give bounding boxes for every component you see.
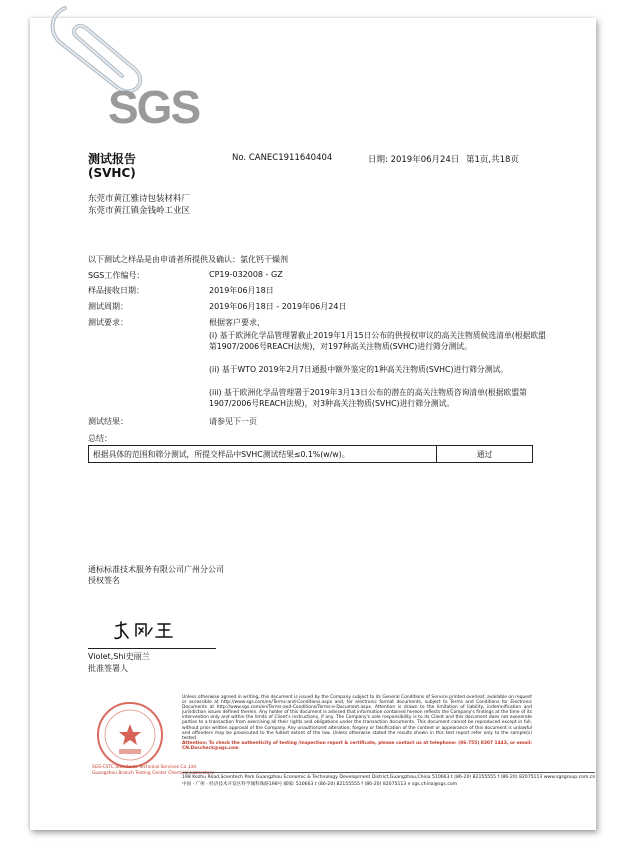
seal-caption: SGS-CSTC Standards Technical Services Co.,Ltd. Guangzhou Branch Testing Center Chemical Laboratory xyxy=(92,765,214,776)
sample-intro: 以下测试之样品是由申请者所提供及确认：氯化钙干燥剂 xyxy=(88,255,288,264)
field-label: 测试周期： xyxy=(88,302,128,311)
summary-label: 总结： xyxy=(88,434,112,443)
requirement-item: (iii) 基于欧洲化学品管理署于2019年3月13日公布的潜在的高关注物质咨询清单(根据欧盟第1907/2006号REACH法规)，对3种高关注物质(SVHC)进行筛分测试。 xyxy=(209,388,527,408)
field-label: 样品接收日期： xyxy=(88,286,144,295)
sgs-logo: SGS xyxy=(108,81,200,133)
page-number: 第1页,共18页 xyxy=(466,155,519,165)
authenticity-notice: Attention: To check the authenticity of testing /inspection report & certificate, please contact us at telephone: (86-755) 8307 1443, or email: CN.Doccheck@sgs.com xyxy=(182,740,532,751)
field-value: 2019年06月18日 xyxy=(209,286,274,295)
terms-fine-print: Unless otherwise agreed in writing, this document is issued by the Company subject to its General Conditions of Service printed overleaf, available on request or accessible at http://www.sgs.com/en/Terms-and-Conditions.aspx and, for electronic format documents, subject to Terms and Conditions for Electronic Documents at http://www.sgs.com/en/Terms-and-Conditions/Terms-e-Document.aspx. Attention is drawn to the limitation of liability, indemnification and jurisdiction issues defined therein. Any holder of this document is advised that information contained hereon reflects the Company's findings at the time of its intervention only and within the limits of Client's instructions, if any. The Company's sole responsibility is to its Client and this document does not exonerate parties to a transaction from exercising all their rights and obligations under the transaction documents. This document cannot be reproduced except in full, without prior written approval of the Company. Any unauthorized alteration, forgery or falsification of the content or appearance of this document is unlawful and offenders may be prosecuted to the fullest extent of the law. Unless otherwise stated the results shown in this test report refer only to the sample(s) tested. Attention: To check the authenticity of testing /inspection report & certificate, please contact us at telephone: (86-755) 8307 1443, or email: CN.Doccheck@sgs.com xyxy=(182,695,532,751)
handwritten-signature xyxy=(112,618,182,642)
field-label: SGS工作编号： xyxy=(88,271,145,280)
signatory-title: 批准签署人 xyxy=(88,664,128,673)
result-label: 测试结果： xyxy=(88,417,128,426)
field-value: 根据客户要求， xyxy=(209,318,265,327)
company-seal-icon xyxy=(95,700,165,770)
report-number: No. CANEC1911640404 xyxy=(232,153,333,163)
report-date: 日期: 2019年06月24日 xyxy=(368,155,460,165)
report-subtitle: (SVHC) xyxy=(88,166,136,180)
client-name: 东莞市黄江雅诗包装材料厂 xyxy=(88,194,191,204)
company-name: 通标标准技术服务有限公司广州分公司 xyxy=(88,565,224,574)
signatory-name: Violet,Shi史丽兰 xyxy=(88,652,150,661)
summary-text: 根据具体的范围和筛分测试，所提交样品中SVHC测试结果≤0.1%(w/w)。 xyxy=(89,446,437,462)
requirement-item: (ii) 基于WTO 2019年2月7日通报中额外鉴定的1种高关注物质(SVHC)进行筛分测试。 xyxy=(209,365,509,374)
footer-address-cn: 中国 · 广州 · 经济技术开发区科学城科珠路198号 邮编: 510663 t (86-20) 82155555 f (86-20) 82075113 e sgs.china@sgs.com xyxy=(182,782,458,787)
authorized-signature-label: 授权签名 xyxy=(88,576,120,585)
field-value: CP19-032008 - GZ xyxy=(209,270,283,279)
signature-line xyxy=(88,648,216,649)
summary-table xyxy=(88,445,533,463)
field-label: 测试要求： xyxy=(88,318,128,327)
summary-verdict: 通过 xyxy=(476,449,493,459)
requirement-item: (i) 基于欧洲化学品管理署截止2019年1月15日公布的供授权审议的高关注物质候选清单(根据欧盟第1907/2006号REACH法规)，对197种高关注物质(SVHC)进行筛分测试。 xyxy=(209,331,546,351)
result-value: 请参见下一页 xyxy=(209,417,257,426)
footer-address-en: 198 Kezhu Road,Scientech Park Guangzhou Economic & Technology Development District,Guangzhou,China 510663 t (86-20) 82155555 f (86-20) 82075113 www.sgsgroup.com.cn xyxy=(182,772,595,780)
report-title: 测试报告 xyxy=(88,152,137,166)
field-value: 2019年06月18日 - 2019年06月24日 xyxy=(209,302,347,311)
client-address: 东莞市黄江镇金钱岭工业区 xyxy=(88,206,191,216)
